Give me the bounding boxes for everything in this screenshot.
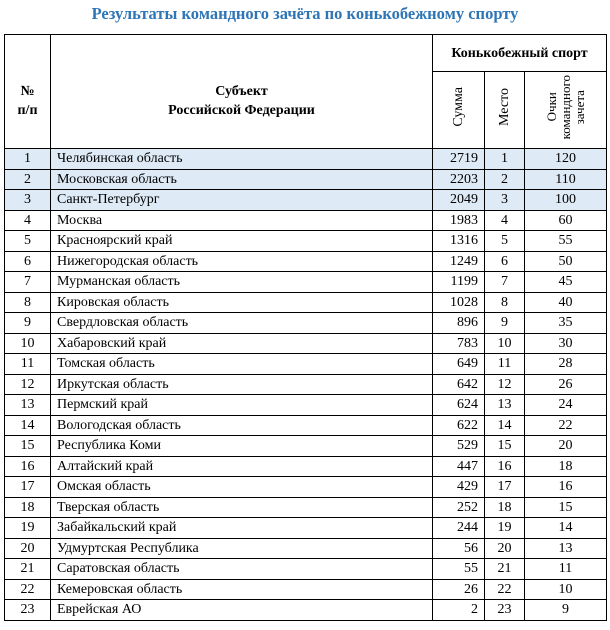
row-num: 16: [5, 456, 51, 477]
row-points: 120: [525, 149, 607, 170]
row-subject: Хабаровский край: [51, 333, 433, 354]
row-points: 28: [525, 354, 607, 375]
row-subject: Красноярский край: [51, 231, 433, 252]
row-place: 6: [485, 251, 525, 272]
row-subject: Кемеровская область: [51, 579, 433, 600]
table-row: [5, 149, 607, 170]
row-place: 19: [485, 518, 525, 539]
row-subject: Кировская область: [51, 292, 433, 313]
row-place: 16: [485, 456, 525, 477]
table-row: [5, 251, 607, 272]
row-subject: Удмуртская Республика: [51, 538, 433, 559]
table-row: [5, 333, 607, 354]
row-place: 4: [485, 210, 525, 231]
row-subject: Еврейская АО: [51, 600, 433, 621]
row-sum: 622: [433, 415, 485, 436]
row-place: 9: [485, 313, 525, 334]
row-subject: Пермский край: [51, 395, 433, 416]
subject-header-label: Субъект Российской Федерации: [168, 84, 315, 118]
table-row: [5, 313, 607, 334]
table-row: [5, 538, 607, 559]
row-sum: 429: [433, 477, 485, 498]
row-sum: 2203: [433, 169, 485, 190]
table-row: [5, 272, 607, 293]
row-num: 12: [5, 374, 51, 395]
row-sum: 252: [433, 497, 485, 518]
sum-header: [433, 72, 485, 149]
row-place: 8: [485, 292, 525, 313]
row-sum: 624: [433, 395, 485, 416]
row-subject: Нижегородская область: [51, 251, 433, 272]
row-sum: 1249: [433, 251, 485, 272]
row-place: 17: [485, 477, 525, 498]
row-sum: 56: [433, 538, 485, 559]
sport-header: Конькобежный спорт: [433, 35, 607, 72]
table-header: [5, 35, 607, 149]
row-sum: 447: [433, 456, 485, 477]
table-row: [5, 600, 607, 621]
table-row: [5, 559, 607, 580]
row-subject: Республика Коми: [51, 436, 433, 457]
row-subject: Томская область: [51, 354, 433, 375]
row-points: 35: [525, 313, 607, 334]
row-sum: 1028: [433, 292, 485, 313]
table-row: [5, 374, 607, 395]
row-num: 13: [5, 395, 51, 416]
row-sum: 1199: [433, 272, 485, 293]
row-subject: Иркутская область: [51, 374, 433, 395]
table-row: [5, 169, 607, 190]
row-subject: Челябинская область: [51, 149, 433, 170]
table-row: [5, 518, 607, 539]
row-num: 7: [5, 272, 51, 293]
row-subject: Саратовская область: [51, 559, 433, 580]
row-points: 9: [525, 600, 607, 621]
row-subject: Вологодская область: [51, 415, 433, 436]
row-num: 10: [5, 333, 51, 354]
row-place: 13: [485, 395, 525, 416]
row-place: 15: [485, 436, 525, 457]
row-place: 22: [485, 579, 525, 600]
points-header: [525, 72, 607, 149]
row-points: 13: [525, 538, 607, 559]
row-sum: 649: [433, 354, 485, 375]
row-points: 15: [525, 497, 607, 518]
row-place: 10: [485, 333, 525, 354]
table-row: [5, 477, 607, 498]
row-subject: Москва: [51, 210, 433, 231]
row-num: 23: [5, 600, 51, 621]
row-num: 6: [5, 251, 51, 272]
row-points: 100: [525, 190, 607, 211]
row-num: 1: [5, 149, 51, 170]
row-subject: Мурманская область: [51, 272, 433, 293]
row-num: 18: [5, 497, 51, 518]
row-num: 11: [5, 354, 51, 375]
row-num: 21: [5, 559, 51, 580]
row-place: 21: [485, 559, 525, 580]
row-subject: Забайкальский край: [51, 518, 433, 539]
row-subject: Тверская область: [51, 497, 433, 518]
row-points: 40: [525, 292, 607, 313]
place-header-label: Место: [497, 88, 512, 126]
row-points: 18: [525, 456, 607, 477]
table-row: [5, 354, 607, 375]
row-subject: Санкт-Петербург: [51, 190, 433, 211]
place-header: [485, 72, 525, 149]
table-row: [5, 292, 607, 313]
sum-header-label: Сумма: [451, 87, 466, 127]
row-place: 11: [485, 354, 525, 375]
table-row: [5, 497, 607, 518]
num-header: [5, 35, 51, 149]
table-row: [5, 579, 607, 600]
row-sum: 1316: [433, 231, 485, 252]
table-row: [5, 436, 607, 457]
table-row: [5, 456, 607, 477]
row-place: 5: [485, 231, 525, 252]
table-row: [5, 231, 607, 252]
row-points: 22: [525, 415, 607, 436]
row-sum: 2719: [433, 149, 485, 170]
num-header-label: № п/п: [17, 84, 38, 118]
row-sum: 26: [433, 579, 485, 600]
results-table: [4, 34, 607, 621]
row-num: 5: [5, 231, 51, 252]
row-subject: Омская область: [51, 477, 433, 498]
row-num: 4: [5, 210, 51, 231]
row-points: 50: [525, 251, 607, 272]
row-subject: Свердловская область: [51, 313, 433, 334]
row-points: 55: [525, 231, 607, 252]
row-num: 20: [5, 538, 51, 559]
row-place: 20: [485, 538, 525, 559]
row-place: 18: [485, 497, 525, 518]
row-place: 2: [485, 169, 525, 190]
row-sum: 2049: [433, 190, 485, 211]
row-sum: 1983: [433, 210, 485, 231]
row-sum: 55: [433, 559, 485, 580]
row-points: 60: [525, 210, 607, 231]
row-num: 3: [5, 190, 51, 211]
row-points: 30: [525, 333, 607, 354]
row-sum: 2: [433, 600, 485, 621]
row-subject: Московская область: [51, 169, 433, 190]
row-points: 16: [525, 477, 607, 498]
row-points: 110: [525, 169, 607, 190]
row-num: 9: [5, 313, 51, 334]
points-header-label: Очки командного зачета: [543, 74, 587, 140]
row-sum: 244: [433, 518, 485, 539]
table-row: [5, 415, 607, 436]
subject-header: [51, 35, 433, 149]
row-num: 19: [5, 518, 51, 539]
table-row: [5, 190, 607, 211]
row-points: 14: [525, 518, 607, 539]
row-place: 7: [485, 272, 525, 293]
row-points: 11: [525, 559, 607, 580]
row-sum: 642: [433, 374, 485, 395]
row-num: 8: [5, 292, 51, 313]
row-place: 23: [485, 600, 525, 621]
table-row: [5, 395, 607, 416]
row-sum: 529: [433, 436, 485, 457]
row-points: 20: [525, 436, 607, 457]
row-points: 10: [525, 579, 607, 600]
row-place: 1: [485, 149, 525, 170]
row-num: 22: [5, 579, 51, 600]
row-sum: 896: [433, 313, 485, 334]
row-place: 14: [485, 415, 525, 436]
row-subject: Алтайский край: [51, 456, 433, 477]
row-num: 15: [5, 436, 51, 457]
row-num: 14: [5, 415, 51, 436]
row-points: 26: [525, 374, 607, 395]
row-sum: 783: [433, 333, 485, 354]
table-body: [5, 149, 607, 621]
page-title: Результаты командного зачёта по конькобежному спорту: [91, 4, 519, 23]
row-place: 12: [485, 374, 525, 395]
row-num: 2: [5, 169, 51, 190]
row-points: 45: [525, 272, 607, 293]
row-place: 3: [485, 190, 525, 211]
table-row: [5, 210, 607, 231]
row-num: 17: [5, 477, 51, 498]
row-points: 24: [525, 395, 607, 416]
